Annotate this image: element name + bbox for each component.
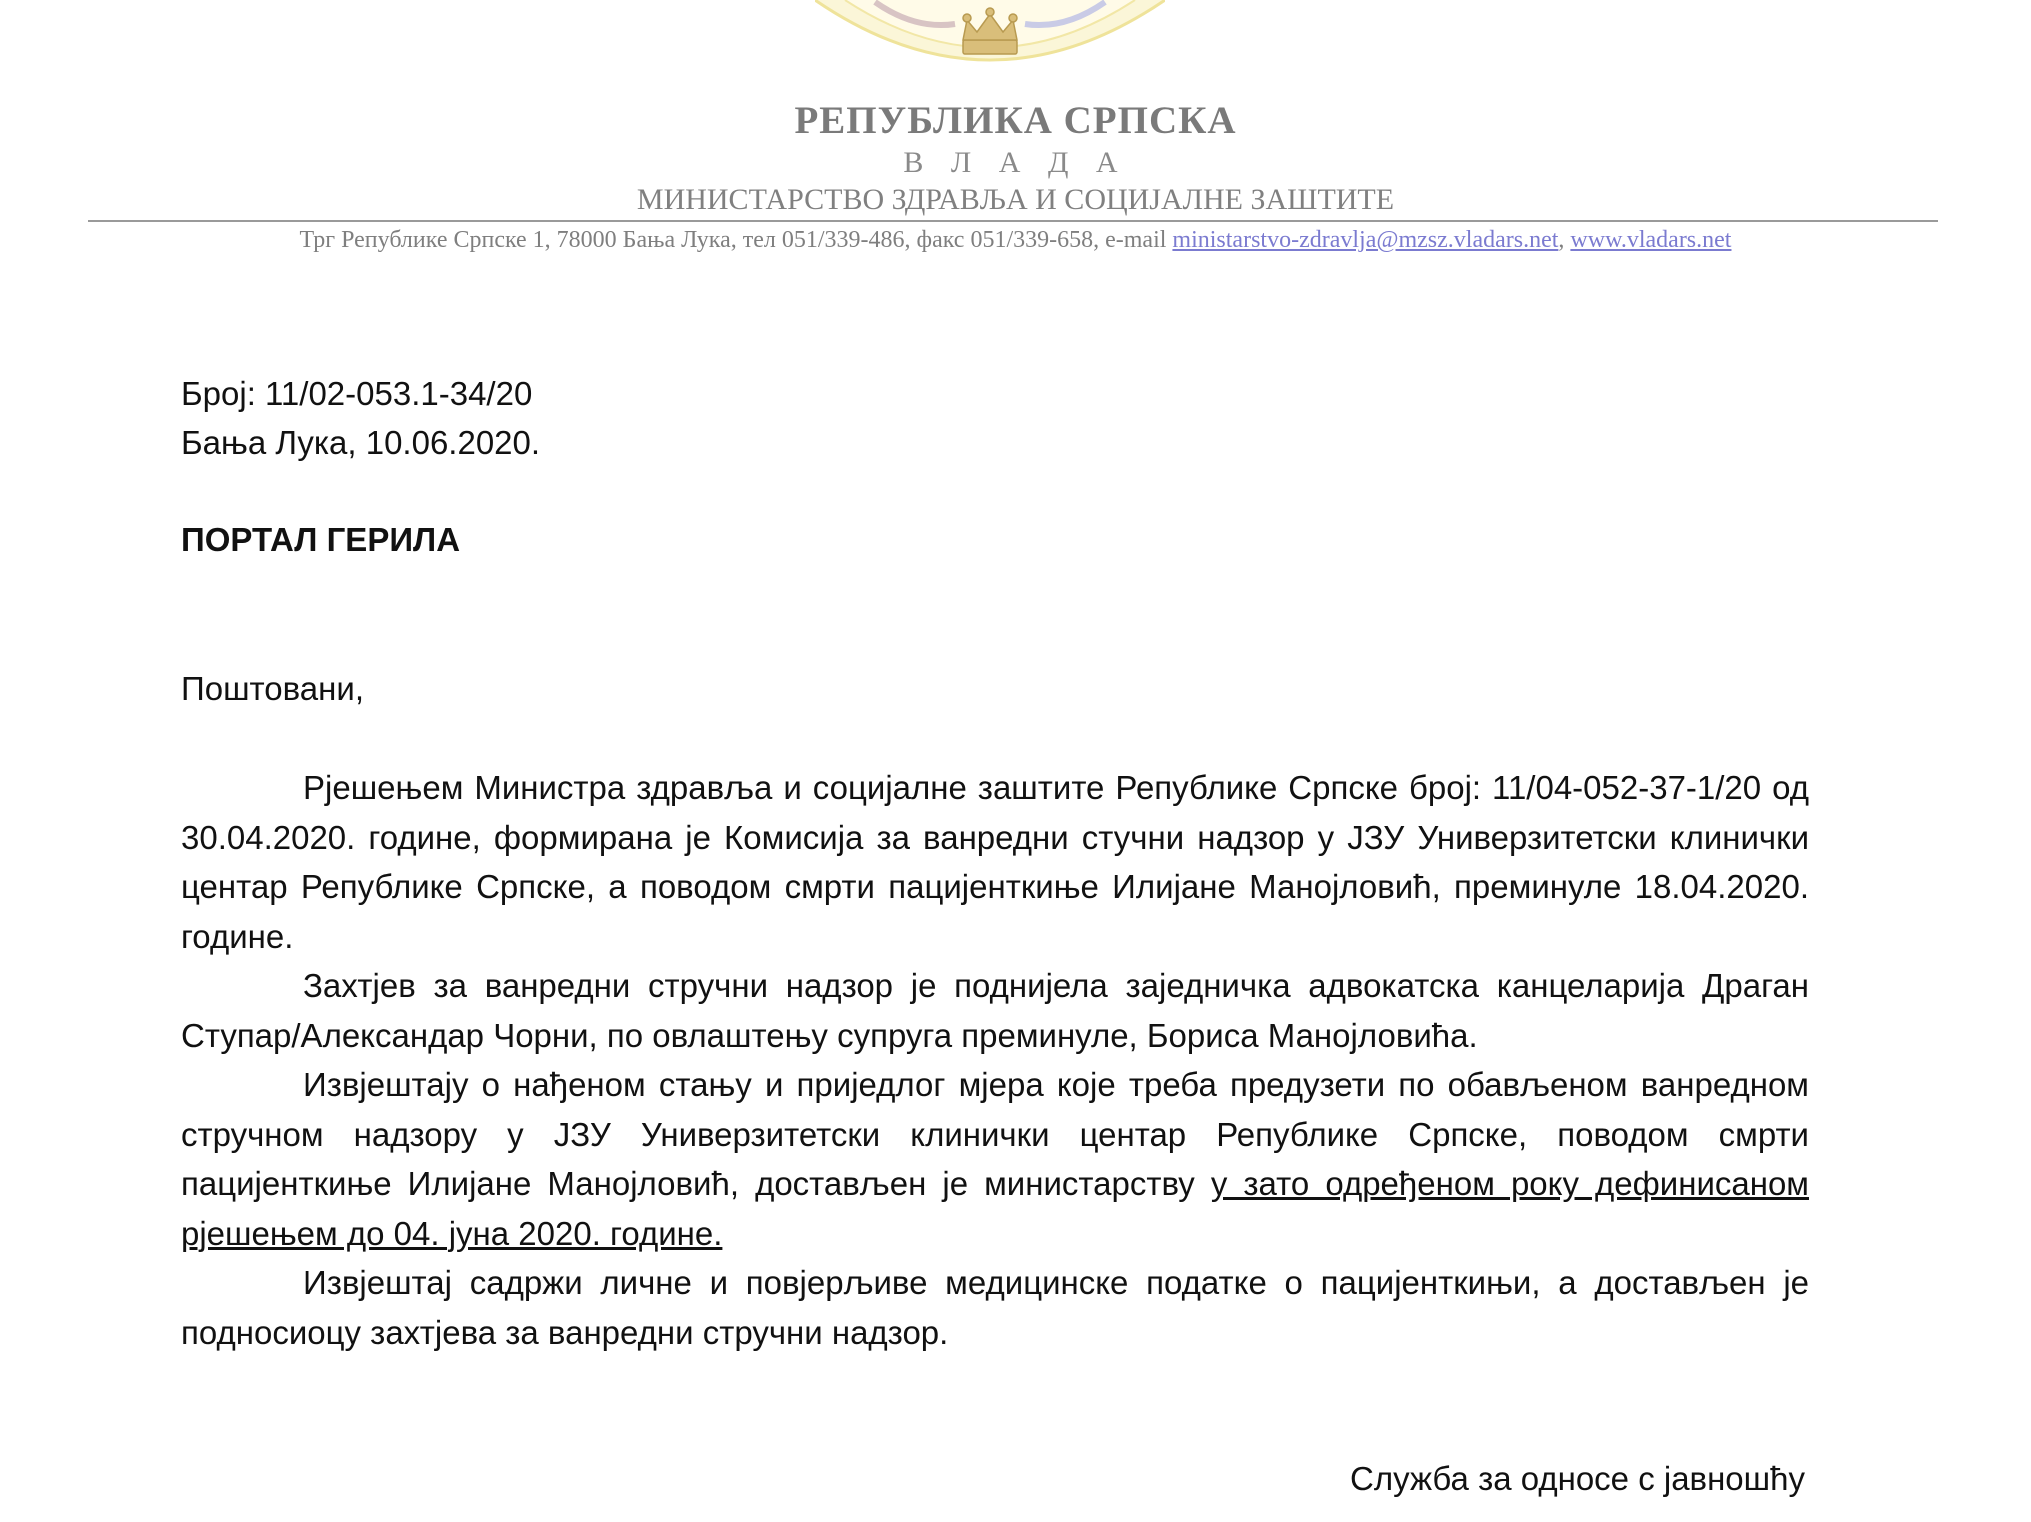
- paragraph-2: Захтјев за ванредни стручни надзор је поднијела заједничка адвокатска канцеларија Драган Ступар/Александар Чорни, по овлаштењу супруга преминуле, Бориса Манојловића.: [181, 967, 1809, 1054]
- paragraph-3: [181, 1060, 1809, 1258]
- paragraph-3-underlined: у зато одређеном року дефинисаном рјешењем до 04. јуна 2020. године.: [181, 1165, 1809, 1252]
- email-link[interactable]: ministarstvo-zdravlja@mzsz.vladars.net: [1172, 227, 1559, 253]
- letterhead-ministry: МИНИСТАРСТВО ЗДРАВЉА И СОЦИЈАЛНЕ ЗАШТИТЕ: [636, 183, 1395, 216]
- website-link[interactable]: www.vladars.net: [1570, 227, 1732, 253]
- place-date: Бања Лука, 10.06.2020.: [181, 424, 541, 461]
- salutation: Поштовани,: [181, 670, 364, 707]
- letterhead-government: В Л А Д А: [903, 146, 1128, 179]
- letterhead-divider: [88, 220, 1938, 222]
- paragraph-1: Рјешењем Министра здравља и социјалне заштите Републике Српске број: 11/04-052-37-1/20 од 30.04.2020. године, формирана је Комисија за ванредни стучни надзор у ЈЗУ Универзитетски клинички центар Републике Српске, а поводом смрти пацијенткиње Илијане Манојловић, преминуле 18.04.2020. године.: [181, 769, 1809, 955]
- recipient: ПОРТАЛ ГЕРИЛА: [181, 521, 461, 558]
- document-number: Број: 11/02-053.1-34/20: [181, 375, 533, 412]
- paragraph-3-text: Извјештају о нађеном стању и приједлог мјера које треба предузети по обављеном ванредном стручном надзору у ЈЗУ Универзитетски клинички центар Републике Српске, поводом смрти пацијенткиње Илијане Манојловић, достављен је министарству: [181, 1066, 1809, 1202]
- letterhead-republic: РЕПУБЛИКА СРПСКА: [794, 99, 1237, 142]
- letter-body: [181, 763, 1809, 1357]
- address-text: Трг Републике Српске 1, 78000 Бања Лука, тел 051/339-486, факс 051/339-658, e-mail: [299, 227, 1173, 253]
- letterhead-address: [0, 227, 2031, 254]
- coat-of-arms-emblem: [815, 0, 1165, 62]
- signature: Служба за односе с јавношћу: [1350, 1460, 1805, 1497]
- paragraph-4: Извјештај садржи личне и повјерљиве медицинске податке о пацијенткињи, а достављен је подносиоцу захтјева за ванредни стручни надзор.: [181, 1264, 1809, 1351]
- address-separator: ,: [1558, 227, 1571, 253]
